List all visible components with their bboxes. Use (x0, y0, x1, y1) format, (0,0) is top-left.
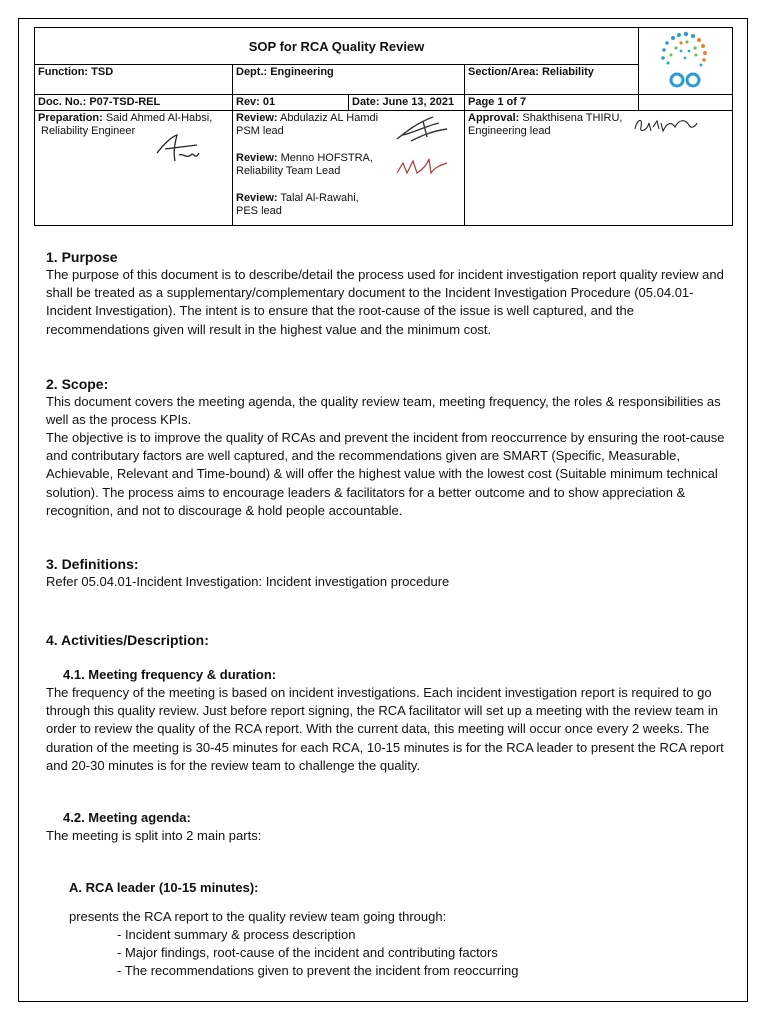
company-logo (639, 28, 733, 95)
reviewer1-name: Abdulaziz AL Hamdi (277, 112, 379, 124)
review1-label: Review: (236, 112, 278, 124)
reviewer2-role: Reliability Team Lead (236, 165, 341, 177)
approver-role: Engineering lead (468, 125, 551, 137)
definitions-heading: 3. Definitions: (46, 556, 139, 572)
purpose-text: The purpose of this document is to describe/detail the process used for incident investigation report quality review and shall be treated as a supplementary/complementary document to the Incident Investigation Procedure (05.04.01-Incident Investigation). The intent is to ensure that the root-cause of the issue is well captured, and the recommendations given will result in the highest value and the minimum cost. (46, 267, 724, 337)
reviewer2-name: Menno HOFSTRA, (277, 152, 373, 164)
scope-text-2: The objective is to improve the quality of RCAs and prevent the incident from reoccurrence by ensuring the root-cause and contributary factors are well captured, and the recommendations given are SMART (Specific, Measurable, Achievable, Relevant and Time-bound) & will offer the highest value with the lowest cost (Suitable minimum technical solution). The process aims to encourage leaders & facilitators for a better outcome and to show appreciation & recognition, and not to discourage & hold people accountable. (46, 430, 725, 518)
agenda-bullet-3: - The recommendations given to prevent the incident from reoccurring (117, 963, 519, 978)
approval-label: Approval: (468, 112, 520, 124)
purpose-heading: 1. Purpose (46, 249, 118, 265)
agenda-bullet-2: - Major findings, root-cause of the incident and contributing factors (117, 945, 498, 960)
activities-heading: 4. Activities/Description: (46, 632, 209, 648)
document-header-table (34, 27, 733, 226)
scope-text-1: This document covers the meeting agenda, the quality review team, meeting frequency, the roles & responsibilities as well as the process KPIs. (46, 394, 721, 428)
preparer-name: Said Ahmed Al-Habsi, (102, 112, 213, 124)
definitions-text: Refer 05.04.01-Incident Investigation: Incident investigation procedure (46, 574, 450, 589)
rca-leader-text: presents the RCA report to the quality review team going through: (69, 909, 447, 924)
doc-number-cell: Doc. No.: P07-TSD-REL (35, 95, 233, 111)
rca-leader-heading: A. RCA leader (10-15 minutes): (69, 880, 259, 895)
section-cell: Section/Area: Reliability (465, 65, 639, 95)
preparation-label: Preparation: (38, 112, 103, 124)
approver-signature (631, 113, 701, 137)
preparer-signature (153, 131, 217, 167)
meeting-frequency-text: The frequency of the meeting is based on incident investigations. Each incident investigation report is required to go through this quality review. Just before report signing, the RCA facilitator will set up a meeting with the review team in order to review the quality of the RCA report. With the current data, this meeting will occur once every 2 weeks. The duration of the meeting is 30-45 minutes for each RCA, 10-15 minutes is for the RCA leader to present the RCA report and 20-30 minutes is for the review team to challenge the quality. (46, 685, 724, 773)
meeting-frequency-heading: 4.1. Meeting frequency & duration: (63, 667, 277, 682)
revision-cell: Rev: 01 (233, 95, 349, 111)
agenda-bullet-1: - Incident summary & process description (117, 927, 356, 942)
review3-label: Review: (236, 192, 278, 204)
reviewer3-name: Talal Al-Rawahi, (277, 192, 359, 204)
review2-label: Review: (236, 152, 278, 164)
meeting-agenda-text: The meeting is split into 2 main parts: (46, 828, 262, 843)
dept-cell: Dept.: Engineering (233, 65, 465, 95)
reviewer2-signature (393, 155, 451, 181)
meeting-agenda-heading: 4.2. Meeting agenda: (63, 810, 191, 825)
empty-cell (639, 95, 733, 111)
reviewer1-signature (393, 113, 451, 145)
preparer-role: Reliability Engineer (41, 125, 136, 137)
approval-cell (465, 111, 733, 226)
page-number-cell: Page 1 of 7 (465, 95, 639, 111)
review-cell (233, 111, 465, 226)
date-cell: Date: June 13, 2021 (349, 95, 465, 111)
approver-name: Shakthisena THIRU, (519, 112, 623, 124)
reviewer3-role: PES lead (236, 205, 282, 217)
function-cell: Function: TSD (35, 65, 233, 95)
scope-heading: 2. Scope: (46, 376, 109, 392)
preparation-cell (35, 111, 233, 226)
document-title: SOP for RCA Quality Review (35, 28, 639, 65)
reviewer1-role: PSM lead (236, 125, 284, 137)
